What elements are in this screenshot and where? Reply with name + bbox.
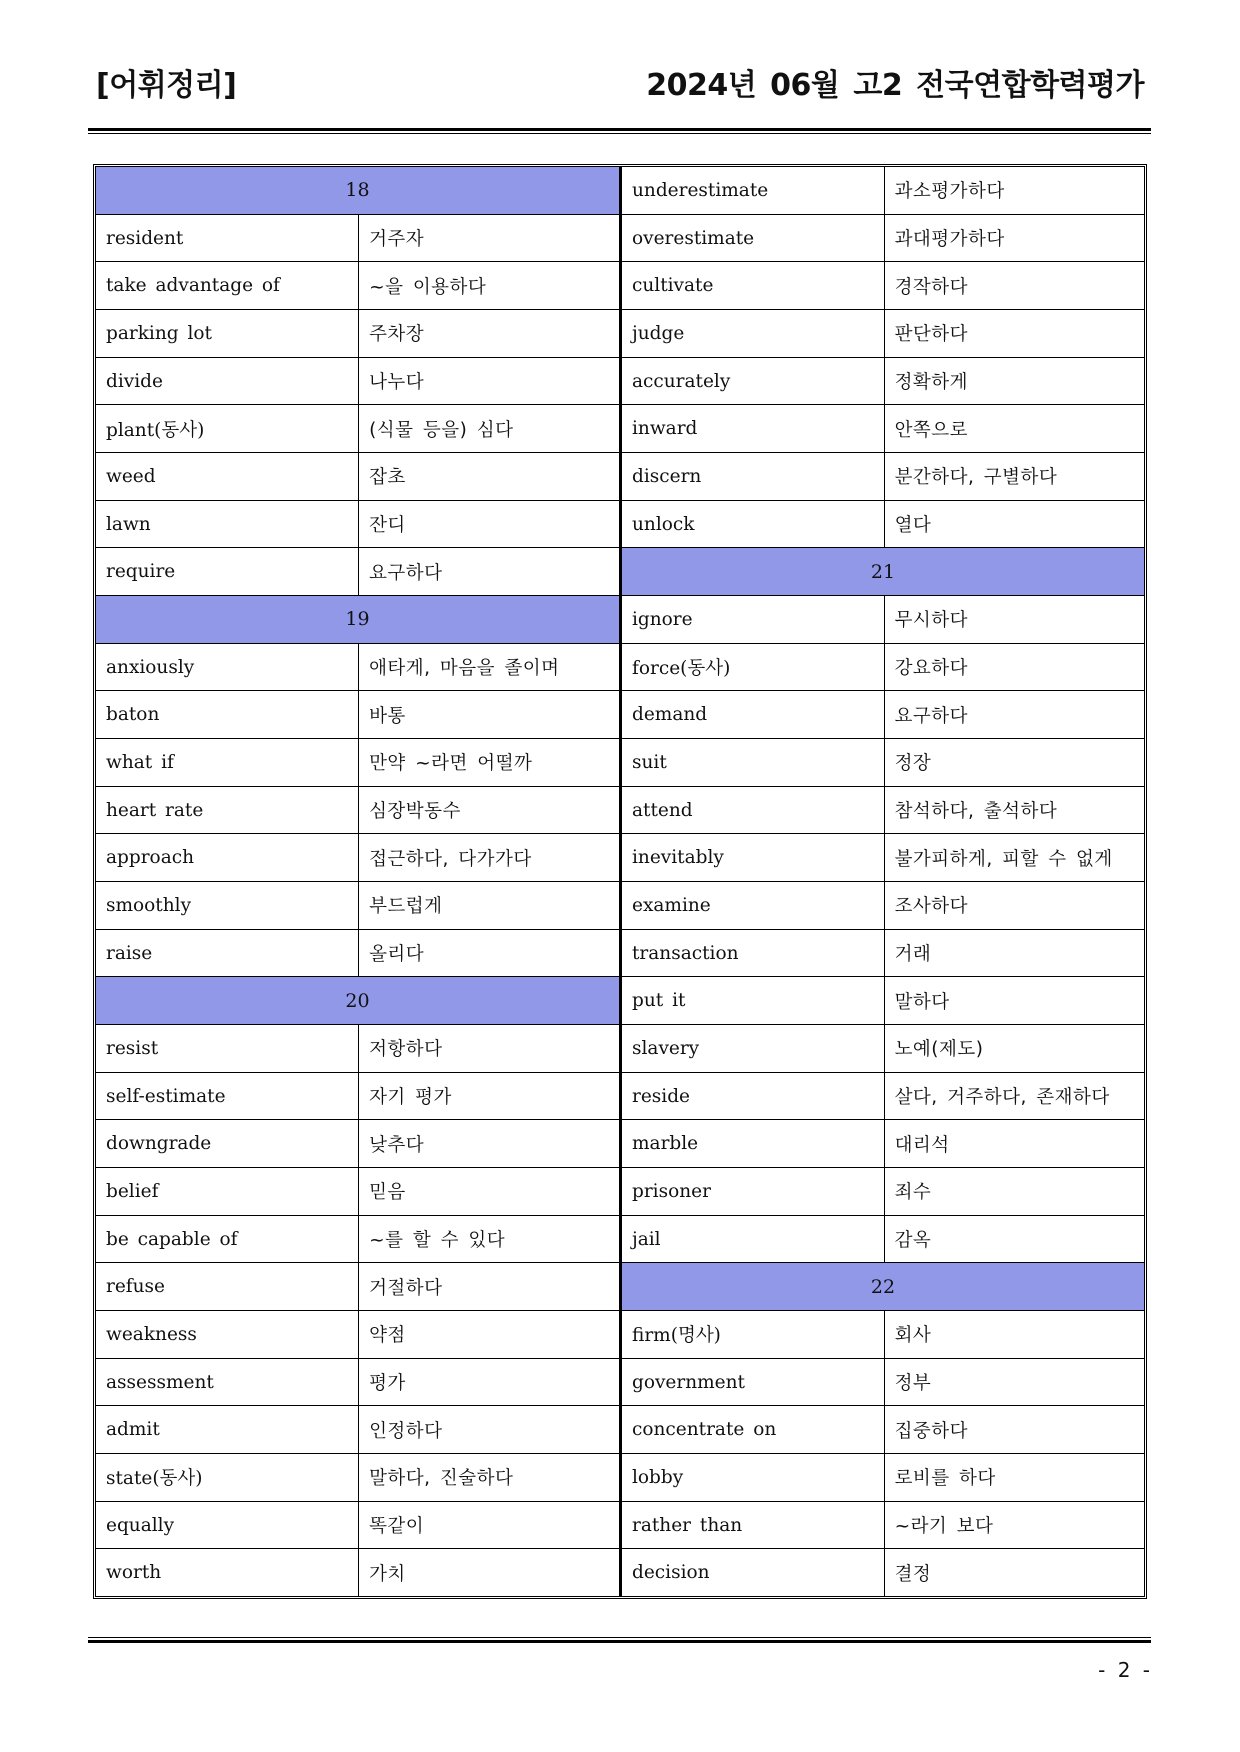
document-category-title: [어휘정리] (96, 68, 237, 103)
vocab-row (622, 739, 1144, 787)
korean-meaning: 애타게, 마음을 졸이며 (369, 658, 560, 680)
english-term: judge (622, 310, 885, 357)
vocab-row (96, 1168, 619, 1216)
vocab-row (96, 1311, 619, 1359)
korean-meaning: 정부 (894, 1373, 932, 1395)
vocab-row (96, 215, 619, 263)
english-term: self-estimate (96, 1073, 359, 1120)
question-number: 21 (870, 560, 896, 583)
question-number: 19 (345, 608, 370, 631)
korean-meaning: 경작하다 (894, 276, 969, 298)
korean-meaning: ~를 할 수 있다 (369, 1230, 506, 1252)
vocab-row (622, 691, 1144, 739)
vocab-row (622, 882, 1144, 930)
vocab-row (622, 1311, 1144, 1359)
korean-meaning: 만약 ~라면 어떨까 (369, 753, 533, 775)
english-term: refuse (96, 1263, 359, 1310)
english-term: attend (622, 787, 885, 834)
english-term: baton (96, 691, 359, 738)
vocab-row (96, 501, 619, 549)
korean-meaning: 접근하다, 다가가다 (369, 848, 532, 870)
korean-meaning: 과대평가하다 (894, 229, 1005, 250)
korean-meaning: 불가피하게, 피할 수 없게 (894, 848, 1113, 870)
english-term: admit (96, 1406, 359, 1453)
korean-meaning: ~을 이용하다 (369, 276, 487, 298)
korean-meaning: 과소평가하다 (894, 181, 1005, 203)
vocab-row (96, 358, 619, 406)
english-term: plant(동사) (96, 405, 359, 452)
korean-meaning: 판단하다 (894, 324, 969, 346)
question-number: 22 (870, 1275, 896, 1298)
page-number: - 2 - (1098, 1658, 1150, 1682)
vocab-row (622, 596, 1144, 644)
korean-meaning: 대리석 (894, 1134, 950, 1156)
vocab-row (622, 405, 1144, 453)
question-number: 18 (345, 179, 370, 202)
vocab-row (96, 1502, 619, 1550)
korean-meaning: 참석하다, 출석하다 (894, 801, 1058, 823)
vocabulary-table (93, 164, 1147, 1599)
korean-meaning: 살다, 거주하다, 존재하다 (894, 1087, 1110, 1109)
english-term: approach (96, 834, 359, 881)
korean-meaning: 결정 (894, 1563, 932, 1585)
vocab-row (96, 548, 619, 596)
vocab-row (96, 1549, 619, 1596)
korean-meaning: 가치 (369, 1563, 406, 1585)
english-term: examine (622, 882, 885, 929)
english-term: unlock (622, 501, 885, 548)
english-term: downgrade (96, 1120, 359, 1167)
vocab-row (96, 882, 619, 930)
vocab-row (96, 930, 619, 978)
vocab-row (96, 453, 619, 501)
english-term: lobby (622, 1454, 885, 1501)
vocab-row (622, 977, 1144, 1025)
korean-meaning: 정장 (894, 753, 932, 775)
korean-meaning: 잔디 (369, 515, 406, 537)
footer-divider (88, 1637, 1151, 1643)
vocab-row (622, 310, 1144, 358)
english-term: put it (622, 977, 885, 1024)
korean-meaning: 말하다, 진술하다 (369, 1468, 514, 1490)
vocab-row (622, 1502, 1144, 1550)
english-term: prisoner (622, 1168, 885, 1215)
section-header (96, 977, 619, 1025)
vocab-row (96, 1406, 619, 1454)
english-term: demand (622, 691, 885, 738)
vocab-row (96, 262, 619, 310)
korean-meaning: 말하다 (894, 991, 950, 1013)
english-term: jail (622, 1216, 885, 1263)
header-divider (88, 128, 1151, 134)
english-term: inward (622, 405, 885, 452)
korean-meaning: 요구하다 (894, 705, 969, 727)
english-term: equally (96, 1502, 359, 1549)
english-term: weakness (96, 1311, 359, 1358)
vocab-row (622, 1359, 1144, 1407)
english-term: state(동사) (96, 1454, 359, 1501)
korean-meaning: 올리다 (369, 944, 425, 966)
korean-meaning: 평가 (369, 1373, 406, 1395)
korean-meaning: ~라기 보다 (894, 1516, 994, 1538)
english-term: parking lot (96, 310, 359, 357)
korean-meaning: 강요하다 (894, 658, 969, 680)
question-number: 20 (345, 989, 370, 1012)
english-term: force(동사) (622, 644, 885, 691)
vocab-row (96, 405, 619, 453)
vocab-row (622, 1216, 1144, 1264)
english-term: slavery (622, 1025, 885, 1072)
english-term: overestimate (622, 215, 885, 262)
english-term: government (622, 1359, 885, 1406)
english-term: anxiously (96, 644, 359, 691)
english-term: resident (96, 215, 359, 262)
korean-meaning: 열다 (894, 515, 932, 537)
english-term: marble (622, 1120, 885, 1167)
vocabulary-column-left (96, 167, 620, 1596)
english-term: decision (622, 1549, 885, 1596)
vocab-row (96, 1454, 619, 1502)
english-term: lawn (96, 501, 359, 548)
vocab-row (622, 501, 1144, 549)
english-term: underestimate (622, 167, 885, 214)
english-term: smoothly (96, 882, 359, 929)
korean-meaning: 노예(제도) (894, 1039, 984, 1061)
korean-meaning: 분간하다, 구별하다 (894, 467, 1058, 489)
english-term: weed (96, 453, 359, 500)
english-term: what if (96, 739, 359, 786)
english-term: raise (96, 930, 359, 977)
korean-meaning: (식물 등을) 심다 (369, 419, 514, 441)
korean-meaning: 죄수 (894, 1182, 932, 1204)
vocab-row (96, 691, 619, 739)
vocab-row (622, 1120, 1144, 1168)
section-header (622, 548, 1144, 596)
korean-meaning: 저항하다 (369, 1039, 443, 1061)
exam-title: 2024년 06월 고2 전국연합학력평가 (646, 68, 1144, 103)
english-term: be capable of (96, 1216, 359, 1263)
korean-meaning: 똑같이 (369, 1516, 425, 1538)
section-header (622, 1263, 1144, 1311)
english-term: divide (96, 358, 359, 405)
english-term: discern (622, 453, 885, 500)
english-term: heart rate (96, 787, 359, 834)
korean-meaning: 무시하다 (894, 610, 969, 632)
vocab-row (622, 1406, 1144, 1454)
vocab-row (622, 787, 1144, 835)
vocabulary-column-right (620, 167, 1144, 1596)
korean-meaning: 약점 (369, 1325, 406, 1347)
korean-meaning: 주차장 (369, 324, 425, 346)
korean-meaning: 자기 평가 (369, 1087, 452, 1109)
korean-meaning: 믿음 (369, 1182, 406, 1204)
english-term: take advantage of (96, 262, 359, 309)
vocab-row (622, 1168, 1144, 1216)
english-term: reside (622, 1073, 885, 1120)
vocab-row (96, 1263, 619, 1311)
english-term: assessment (96, 1359, 359, 1406)
korean-meaning: 나누다 (369, 372, 425, 394)
korean-meaning: 낮추다 (369, 1134, 425, 1156)
section-header (96, 167, 619, 215)
english-term: firm(명사) (622, 1311, 885, 1358)
vocab-row (96, 644, 619, 692)
vocab-row (96, 1120, 619, 1168)
vocab-row (622, 215, 1144, 263)
korean-meaning: 인정하다 (369, 1420, 443, 1442)
korean-meaning: 잡초 (369, 467, 406, 489)
section-header (96, 596, 619, 644)
english-term: worth (96, 1549, 359, 1596)
english-term: require (96, 548, 359, 595)
vocab-row (96, 310, 619, 358)
english-term: accurately (622, 358, 885, 405)
vocab-row (622, 1454, 1144, 1502)
english-term: transaction (622, 930, 885, 977)
vocab-row (96, 1073, 619, 1121)
english-term: ignore (622, 596, 885, 643)
vocab-row (96, 739, 619, 787)
vocab-row (96, 787, 619, 835)
vocab-row (622, 1025, 1144, 1073)
english-term: belief (96, 1168, 359, 1215)
korean-meaning: 안쪽으로 (894, 419, 969, 441)
vocab-row (622, 262, 1144, 310)
korean-meaning: 요구하다 (369, 562, 443, 584)
vocab-row (622, 1549, 1144, 1596)
vocab-row (622, 453, 1144, 501)
vocab-row (96, 1359, 619, 1407)
korean-meaning: 바통 (369, 705, 406, 727)
vocab-row (622, 167, 1144, 215)
korean-meaning: 거주자 (369, 229, 425, 250)
korean-meaning: 심장박동수 (369, 801, 461, 823)
korean-meaning: 감옥 (894, 1230, 932, 1252)
korean-meaning: 회사 (894, 1325, 932, 1347)
english-term: inevitably (622, 834, 885, 881)
vocab-row (96, 834, 619, 882)
vocab-row (622, 834, 1144, 882)
vocab-row (96, 1216, 619, 1264)
english-term: concentrate on (622, 1406, 885, 1453)
korean-meaning: 정확하게 (894, 372, 969, 394)
korean-meaning: 집중하다 (894, 1420, 969, 1442)
vocab-row (96, 1025, 619, 1073)
english-term: cultivate (622, 262, 885, 309)
korean-meaning: 조사하다 (894, 896, 969, 918)
english-term: resist (96, 1025, 359, 1072)
korean-meaning: 거래 (894, 944, 932, 966)
vocab-row (622, 358, 1144, 406)
vocab-row (622, 930, 1144, 978)
korean-meaning: 로비를 하다 (894, 1468, 996, 1490)
english-term: suit (622, 739, 885, 786)
english-term: rather than (622, 1502, 885, 1549)
korean-meaning: 거절하다 (369, 1277, 443, 1299)
vocab-row (622, 644, 1144, 692)
korean-meaning: 부드럽게 (369, 896, 443, 918)
vocab-row (622, 1073, 1144, 1121)
